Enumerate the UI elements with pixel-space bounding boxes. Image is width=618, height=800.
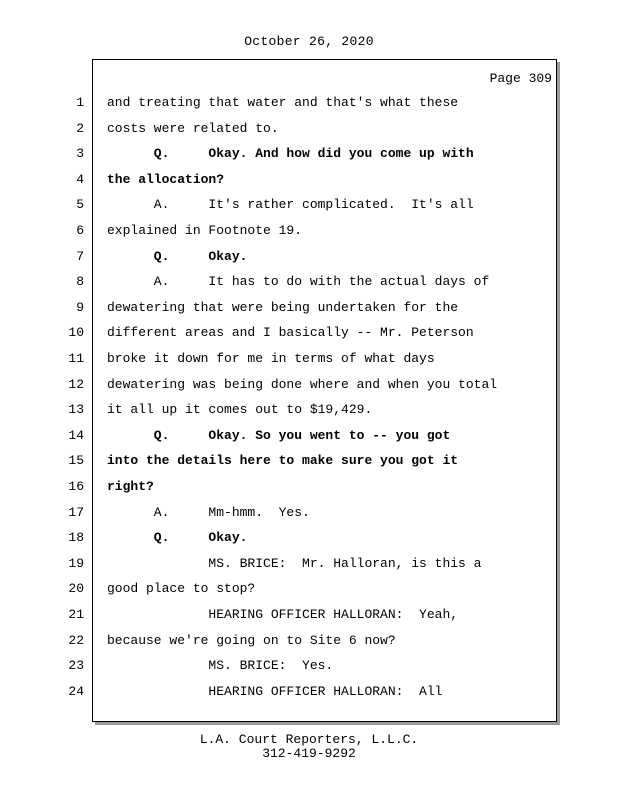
line-text: right? [107, 479, 154, 494]
line-number: 7 [76, 248, 84, 264]
transcript-line [0, 679, 618, 704]
line-text: MS. BRICE: Mr. Halloran, is this a [107, 555, 482, 571]
transcript-line [0, 474, 618, 499]
transcript-line [0, 653, 618, 678]
line-number: 15 [68, 453, 84, 469]
line-text: different areas and I basically -- Mr. Peterson [107, 325, 474, 341]
transcript-line [0, 500, 618, 525]
transcript-line [0, 576, 618, 601]
line-number: 11 [68, 351, 84, 366]
line-number: 6 [76, 223, 84, 238]
line-number: 23 [68, 658, 84, 674]
page-number: Page 309 [489, 71, 552, 86]
transcript-line [0, 90, 618, 115]
transcript-line [0, 372, 618, 397]
line-text: into the details here to make sure you got it [107, 453, 459, 469]
line-text: because we're going on to Site 6 now? [107, 632, 396, 648]
line-text: dewatering that were being undertaken for the [107, 299, 459, 315]
line-text: the allocation? [107, 171, 225, 187]
line-text: costs were related to. [107, 120, 279, 136]
line-number: 18 [68, 530, 84, 546]
line-text: A. It has to do with the actual days of [107, 274, 490, 290]
line-text: Q. Okay. And how did you come up with [107, 146, 474, 162]
line-text: HEARING OFFICER HALLORAN: Yeah, [107, 607, 459, 622]
transcript-line [0, 602, 618, 627]
line-text: explained in Footnote 19. [107, 223, 303, 238]
line-number: 10 [68, 325, 84, 341]
line-text: A. Mm-hmm. Yes. [107, 504, 310, 520]
line-number: 17 [68, 504, 84, 520]
line-number: 9 [76, 299, 84, 315]
line-number: 3 [76, 146, 84, 162]
transcript-line [0, 397, 618, 422]
line-number: 24 [68, 683, 84, 699]
line-number: 19 [68, 555, 84, 571]
transcript-line [0, 423, 618, 448]
line-text: A. It's rather complicated. It's all [107, 197, 474, 213]
line-text: Q. Okay. [107, 248, 248, 264]
line-number: 5 [76, 197, 84, 213]
transcript-footer [0, 733, 618, 761]
line-number: 1 [76, 95, 84, 110]
line-text: dewatering was being done where and when you total [107, 376, 498, 392]
line-number: 20 [68, 581, 84, 597]
transcript-line [0, 628, 618, 653]
transcript-line [0, 167, 618, 192]
transcript-line [0, 346, 618, 371]
transcript-line [0, 320, 618, 345]
transcript-line [0, 244, 618, 269]
line-text: and treating that water and that's what these [107, 95, 459, 110]
line-number: 4 [76, 171, 84, 187]
transcript-line [0, 448, 618, 473]
transcript-line [0, 269, 618, 294]
line-number: 12 [68, 376, 84, 392]
transcript-line [0, 295, 618, 320]
line-number: 16 [68, 479, 84, 494]
reporter-company: L.A. Court Reporters, L.L.C. [199, 732, 419, 747]
transcript-line [0, 141, 618, 166]
line-number: 2 [76, 120, 84, 136]
line-number: 21 [68, 607, 84, 622]
line-number: 8 [76, 274, 84, 290]
line-text: Q. Okay. So you went to -- you got [107, 427, 451, 443]
line-text: good place to stop? [107, 581, 256, 597]
line-text: Q. Okay. [107, 530, 248, 546]
line-text: HEARING OFFICER HALLORAN: All [107, 683, 443, 699]
line-number: 14 [68, 427, 84, 443]
line-number: 22 [68, 632, 84, 648]
line-number: 13 [68, 402, 84, 418]
transcript-date: October 26, 2020 [244, 34, 374, 49]
transcript-line [0, 551, 618, 576]
transcript-line [0, 525, 618, 550]
line-text: it all up it comes out to $19,429. [107, 402, 373, 418]
reporter-phone: 312-419-9292 [262, 746, 356, 761]
line-text: broke it down for me in terms of what days [107, 351, 435, 366]
transcript-line [0, 116, 618, 141]
transcript-line [0, 218, 618, 243]
transcript-line [0, 192, 618, 217]
line-text: MS. BRICE: Yes. [107, 658, 334, 674]
